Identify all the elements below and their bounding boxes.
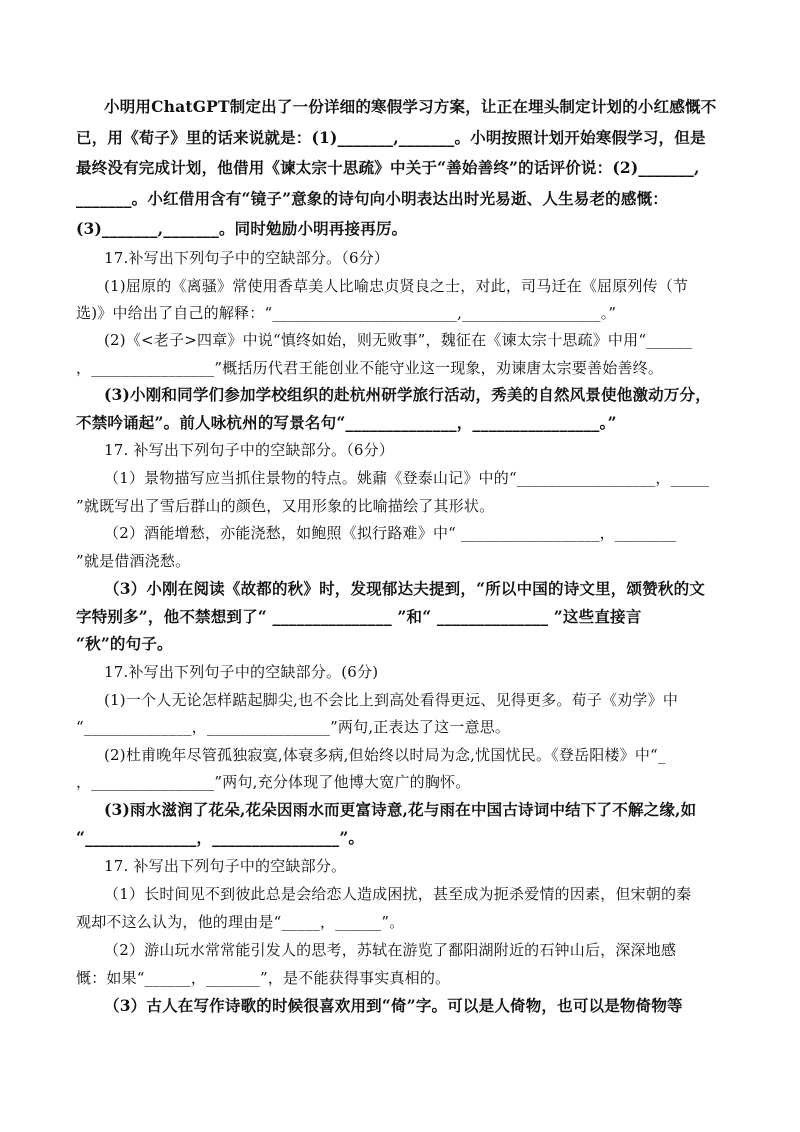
text-line: 选)》中给出了自己的解释：“________________________,__________________。” [76,304,617,322]
text-line: （1）景物描写应当抓住景物的特点。姚鼐《登泰山记》中的“__________________，_____ [104,469,710,487]
text-line: “______________，________________”。 [76,828,365,847]
text-line: “______________，________________”两句,正表达了这一意思。 [76,718,511,736]
text-line: （3）小刚在阅读《故都的秋》时，发现郁达夫提到，“所以中国的诗文里，颂赞秋的文 [104,579,706,598]
text-line: （3）古人在写作诗歌的时候很喜欢用到“倚”字。可以是人倚物，也可以是物倚物等 [104,996,683,1015]
question-heading: 17. 补写出下列句子中的空缺部分。（6分） [104,441,395,459]
text-line: （1）长时间见不到彼此总是会给恋人造成困扰，甚至成为扼杀爱情的因素，但宋朝的秦 [104,885,692,903]
text-line: (2)杜甫晚年尽管孤独寂寞,体衰多病,但始终以时局为念,忧国忧民。《登岳阳楼》中“_ [104,746,666,764]
text-line: 已，用《荀子》里的话来说就是：(1)_______,_______。小明按照计划开始寒假学习，但是 [76,128,706,147]
text-line: 不禁吟诵起”。前人咏杭州的写景名句“______________，________________。” [76,413,617,432]
text-line: (1)屈原的《离骚》常使用香草美人比喻忠贞贤良之士，对此，司马迁在《屈原列传（节 [104,277,689,295]
text-line: (3)_______,_______。同时勉励小明再接再厉。 [76,219,408,238]
text-line: 字特别多”，他不禁想到了“ _______________ ”和“ ______________ ”这些直接言 [76,607,642,626]
text-line: （2）酒能增愁，亦能浇愁，如鲍照《拟行路难》中“ __________________，________ [104,524,677,542]
text-line: ”就是借酒浇愁。 [76,552,191,570]
question-heading: 17. 补写出下列句子中的空缺部分。 [104,857,347,875]
question-heading: 17.补写出下列句子中的空缺部分。（6分） [104,249,390,267]
text-line: _______。小红借用含有“镜子”意象的诗句向小明表达出时光易逝、人生易老的感慨： [76,189,668,208]
text-line: ，________________”两句,充分体现了他博大宽广的胸怀。 [76,773,471,791]
text-line: (3)雨水滋润了花朵,花朵因雨水而更富诗意,花与雨在中国古诗词中结下了不解之缘,如 [104,800,697,819]
text-line: 小明用ChatGPT制定出了一份详细的寒假学习方案，让正在埋头制定计划的小红感慨不 [104,97,717,116]
question-heading: 17.补写出下列句子中的空缺部分。(6分) [104,663,379,681]
text-line: ，________________”概括历代君王能创业不能守业这一现象，劝谏唐太宗要善始善终。 [76,359,664,377]
text-line: (3)小刚和同学们参加学校组织的赴杭州研学旅行活动，秀美的自然风景使他激动万分， [104,385,711,404]
text-line: （2）游山玩水常常能引发人的思考，苏轼在游览了鄱阳湖附近的石钟山后，深深地感 [104,941,677,959]
text-line: ”就既写出了雪后群山的颜色，又用形象的比喻描绘了其形状。 [76,497,495,515]
text-line: 慨：如果“______，_______”，是不能获得事实真相的。 [76,969,451,987]
text-line: 观却不这么认为，他的理由是“_____，______”。 [76,913,405,931]
text-line: “秋”的句子。 [76,634,173,653]
text-line: 最终没有完成计划，他借用《谏太宗十思疏》中关于“善始善终”的话评价说：(2)_______, [76,158,700,177]
text-line: (2)《<老子>四章》中说“慎终如始，则无败事”，魏征在《谏太宗十思疏》中用“______ [104,331,693,349]
text-line: (1)一个人无论怎样踮起脚尖,也不会比上到高处看得更远、见得更多。荀子《劝学》中 [104,691,679,709]
